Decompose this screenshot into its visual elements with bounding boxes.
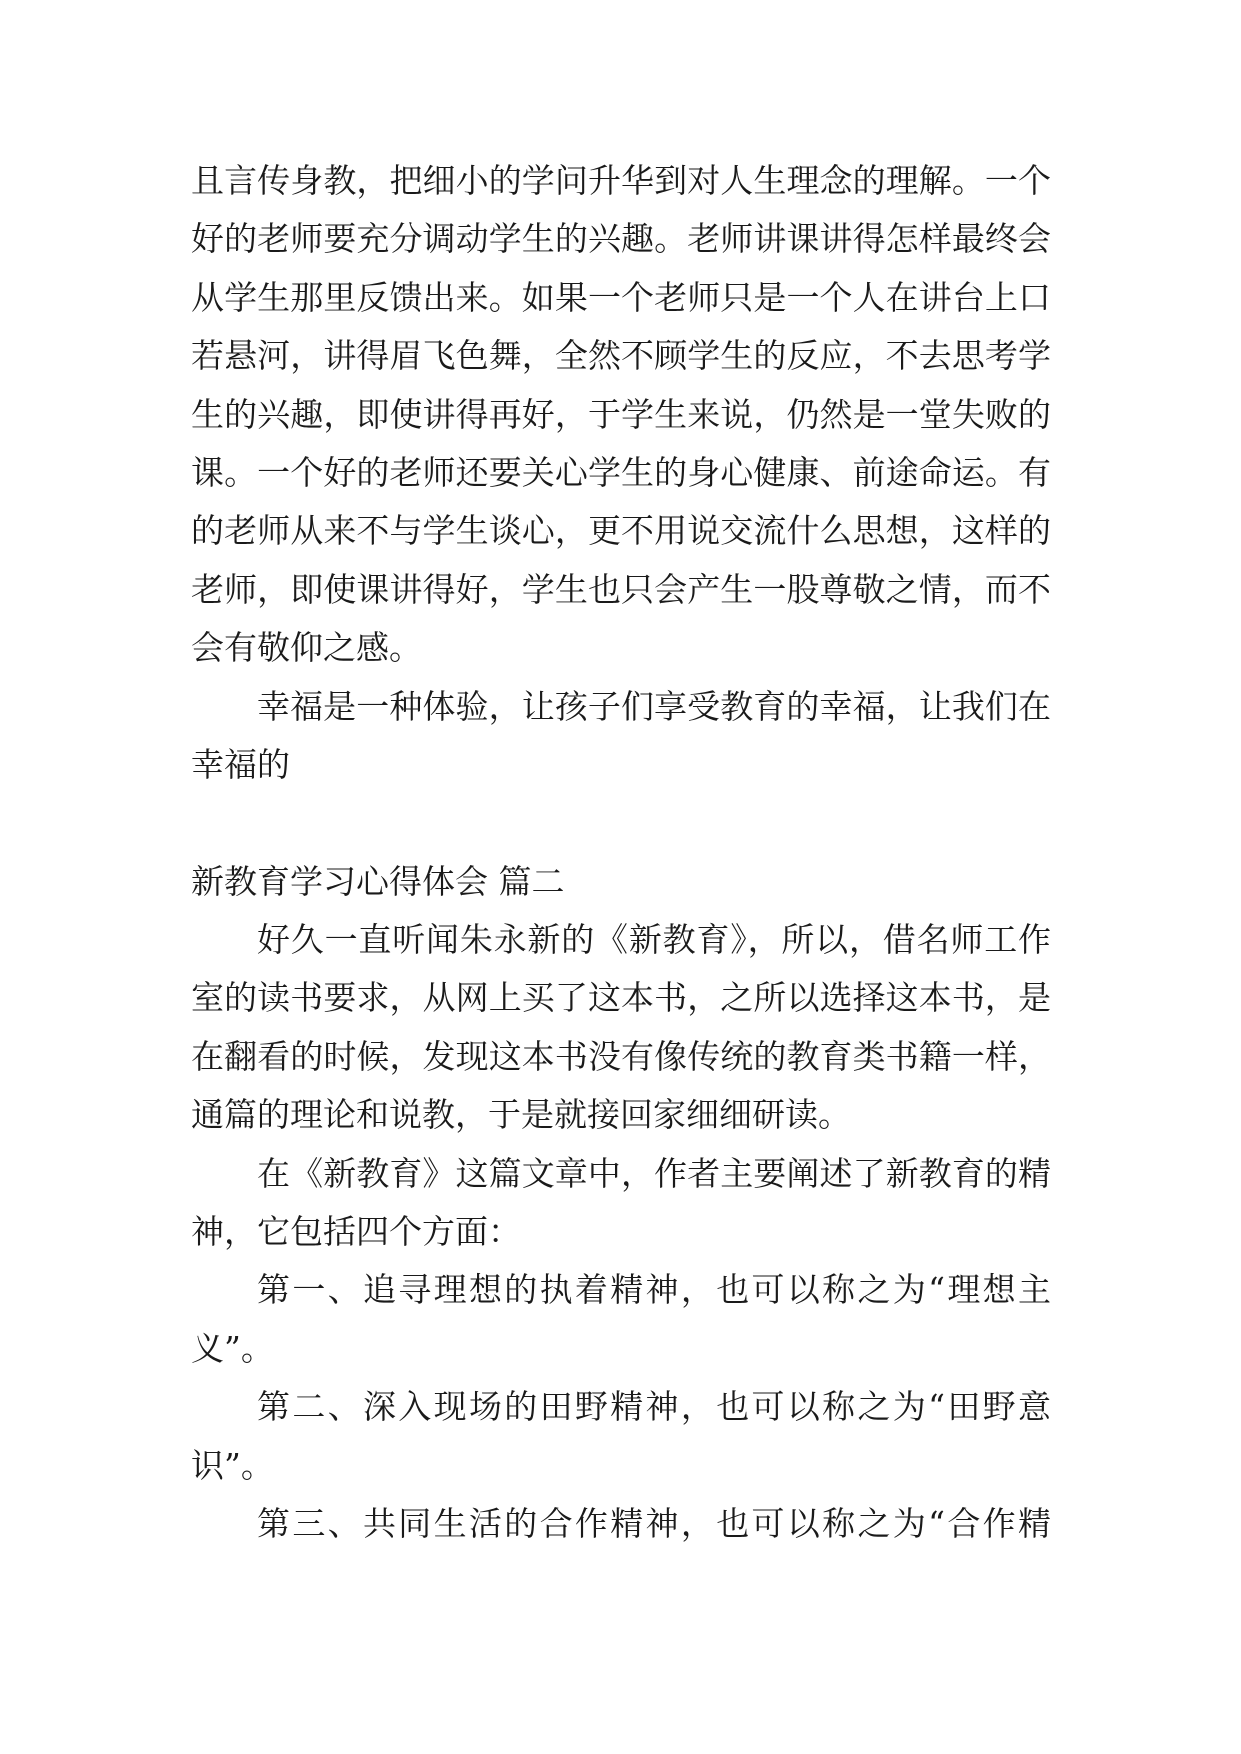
blank-line bbox=[191, 794, 1051, 852]
text-line: 第二、深入现场的田野精神，也可以称之为“田野意 bbox=[257, 1387, 1051, 1427]
paragraph-point-two bbox=[191, 1378, 1051, 1495]
text-line: 好的老师要充分调动学生的兴趣。老师讲课讲得怎样最终会 bbox=[191, 219, 1051, 259]
text-line: 通篇的理论和说教，于是就接回家细细研读。 bbox=[191, 1095, 851, 1135]
paragraph-point-three bbox=[191, 1495, 1051, 1553]
paragraph-spirit-intro bbox=[191, 1145, 1051, 1262]
document-body bbox=[191, 152, 1051, 1553]
text-line: 幸福的 bbox=[191, 744, 290, 784]
text-line: 且言传身教，把细小的学问升华到对人生理念的理解。一个 bbox=[191, 161, 1051, 200]
text-line: 课。一个好的老师还要关心学生的身心健康、前途命运。有 bbox=[191, 452, 1051, 492]
text-line: 会有敬仰之感。 bbox=[191, 628, 422, 668]
text-line: 老师，即使课讲得好，学生也只会产生一股尊敬之情，而不 bbox=[191, 569, 1051, 609]
text-line: 第三、共同生活的合作精神，也可以称之为“合作精 bbox=[257, 1503, 1051, 1543]
text-line: 第一、追寻理想的执着精神，也可以称之为“理想主 bbox=[257, 1270, 1051, 1310]
text-line: 若悬河，讲得眉飞色舞，全然不顾学生的反应，不去思考学 bbox=[191, 336, 1051, 376]
paragraph-point-one bbox=[191, 1261, 1051, 1378]
text-line: 在翻看的时候，发现这本书没有像传统的教育类书籍一样， bbox=[191, 1036, 1051, 1076]
text-line: 幸福是一种体验，让孩子们享受教育的幸福，让我们在 bbox=[257, 686, 1051, 726]
text-line: 义”。 bbox=[191, 1328, 274, 1368]
text-line: 在《新教育》这篇文章中，作者主要阐述了新教育的精 bbox=[257, 1153, 1051, 1193]
text-line: 识”。 bbox=[191, 1445, 274, 1485]
paragraph-happiness bbox=[191, 678, 1051, 795]
text-line: 室的读书要求，从网上买了这本书，之所以选择这本书，是 bbox=[191, 978, 1051, 1018]
text-line: 生的兴趣，即使讲得再好，于学生来说，仍然是一堂失败的 bbox=[191, 394, 1051, 434]
text-line: 神，它包括四个方面： bbox=[191, 1212, 521, 1252]
text-line: 好久一直听闻朱永新的《新教育》，所以，借名师工作 bbox=[257, 920, 1051, 960]
paragraph-intro bbox=[191, 911, 1051, 1145]
text-line: 的老师从来不与学生谈心，更不用说交流什么思想，这样的 bbox=[191, 511, 1051, 551]
text-line: 从学生那里反馈出来。如果一个老师只是一个人在讲台上口 bbox=[191, 277, 1051, 317]
paragraph-continuation bbox=[191, 152, 1051, 678]
section-title: 新教育学习心得体会 篇二 bbox=[191, 861, 565, 901]
